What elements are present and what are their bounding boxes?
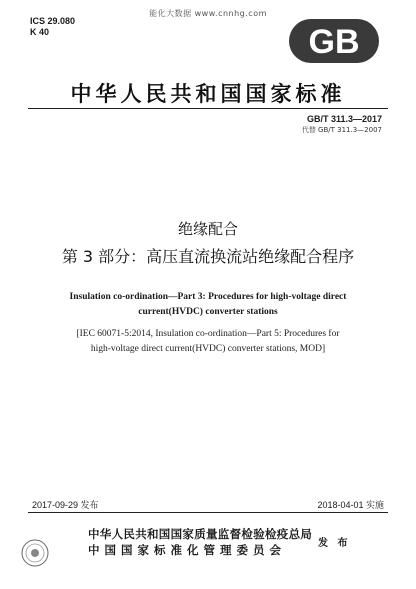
classification-codes bbox=[30, 16, 75, 38]
ccs-code: K 40 bbox=[30, 27, 50, 37]
title-en bbox=[40, 290, 376, 320]
iec-reference bbox=[40, 327, 376, 357]
gb-logo-text: GB bbox=[308, 23, 360, 61]
standard-number: GB/T 311.3—2017 bbox=[306, 114, 382, 124]
iec-reference-line: high-voltage direct current(HVDC) converter stations, MOD] bbox=[90, 344, 326, 354]
issue-label: 发 布 bbox=[318, 538, 351, 549]
implement-date: 2018-04-01 实施 bbox=[317, 500, 384, 510]
title-cn-part: 第 3 部分：高压直流换流站绝缘配合程序 bbox=[61, 247, 355, 266]
watermark: 能化大数据 www.cnnhg.com bbox=[149, 9, 267, 18]
bottom-divider bbox=[28, 512, 388, 513]
iec-reference-line: [IEC 60071-5:2014, Insulation co-ordination—Part 5: Procedures for bbox=[76, 329, 340, 339]
standard-title: 中华人民共和国国家标准 bbox=[70, 82, 346, 106]
title-en-line: current(HVDC) converter stations bbox=[138, 307, 278, 317]
issuer-line-1: 中华人民共和国国家质量监督检验检疫总局 bbox=[88, 527, 313, 541]
replaces-note: 代替 GB/T 311.3—2007 bbox=[301, 126, 382, 134]
anti-counterfeit-seal-icon bbox=[20, 538, 50, 568]
title-en-line: Insulation co-ordination—Part 3: Procedures for high-voltage direct bbox=[69, 292, 347, 302]
issuer-line-2: 中国国家标准化管理委员会 bbox=[88, 543, 286, 557]
ics-code: ICS 29.080 bbox=[30, 16, 76, 26]
top-divider bbox=[28, 108, 388, 109]
publish-date: 2017-09-29 发布 bbox=[32, 500, 99, 510]
title-cn-main: 绝缘配合 bbox=[177, 220, 238, 238]
gb-logo bbox=[288, 18, 380, 64]
